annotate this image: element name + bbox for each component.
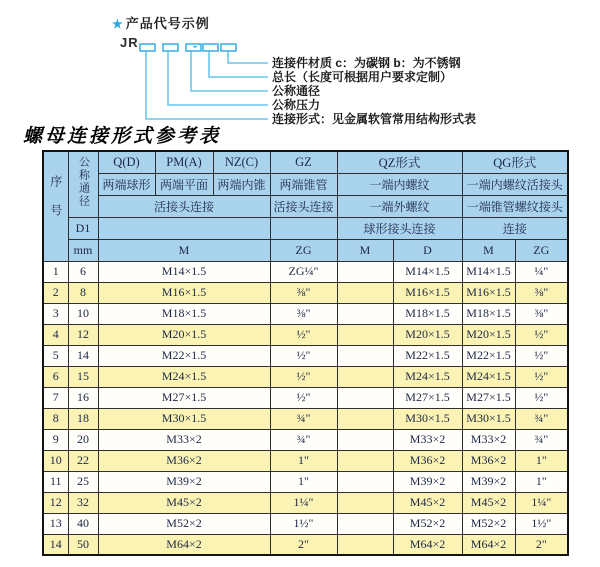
product-code-prefix: JR <box>120 35 139 50</box>
table-cell: 9 <box>43 429 68 450</box>
table-cell: ½" <box>270 345 337 366</box>
end-type-cell: 一端内螺纹活接头 <box>462 173 568 195</box>
table-cell: M22×1.5 <box>462 345 515 366</box>
table-cell: 6 <box>43 366 68 387</box>
table-cell: M24×1.5 <box>98 366 270 387</box>
table-row <box>43 282 568 303</box>
table-cell: 5 <box>43 345 68 366</box>
star-icon: ★ <box>112 17 124 31</box>
table-cell: M24×1.5 <box>393 366 462 387</box>
table-cell: ⅜" <box>270 303 337 324</box>
table-cell: ⅜" <box>515 303 568 324</box>
table-cell: M20×1.5 <box>98 324 270 345</box>
joint-type-cell: 活接头连接 <box>270 195 337 217</box>
table-cell: M14×1.5 <box>462 261 515 282</box>
col-header-qz: QZ形式 <box>337 151 462 173</box>
table-cell <box>337 303 393 324</box>
joint-type-cell: 活接头连接 <box>98 195 270 217</box>
table-cell: 25 <box>68 471 98 492</box>
table-cell: ¼" <box>515 261 568 282</box>
table-row <box>43 513 568 534</box>
col-header-nzc: NZ(C) <box>213 151 270 173</box>
diagram-label-length: 总长（长度可根据用户要求定制） <box>272 70 453 84</box>
diagram-heading-text: 产品代号示例 <box>125 16 210 31</box>
end-type-cell: 两端锥管 <box>270 173 337 195</box>
table-cell: M36×2 <box>98 450 270 471</box>
table-row <box>43 429 568 450</box>
table-cell: M27×1.5 <box>393 387 462 408</box>
header-row-groups <box>43 151 568 173</box>
connector-line <box>146 51 268 119</box>
connector-line <box>228 51 268 63</box>
table-cell: M39×2 <box>393 471 462 492</box>
table-cell: M52×2 <box>393 513 462 534</box>
table-cell: 1" <box>270 471 337 492</box>
table-cell: M22×1.5 <box>393 345 462 366</box>
table-cell: M27×1.5 <box>98 387 270 408</box>
table-cell: 14 <box>43 534 68 555</box>
diagram-label-pressure: 公称压力 <box>272 98 321 112</box>
table-cell: ¾" <box>515 408 568 429</box>
table-cell <box>337 450 393 471</box>
unit-cell: ZG <box>270 239 337 261</box>
table-cell: M64×2 <box>393 534 462 555</box>
table-cell: M45×2 <box>98 492 270 513</box>
table-cell: 2" <box>515 534 568 555</box>
table-cell: 14 <box>68 345 98 366</box>
header-row-units <box>43 239 568 261</box>
code-box <box>163 44 178 51</box>
col-header-seq: 序号 <box>43 151 68 261</box>
table-cell: M18×1.5 <box>393 303 462 324</box>
table-cell: M16×1.5 <box>393 282 462 303</box>
table-cell: M39×2 <box>462 471 515 492</box>
col-header-gz: GZ <box>270 151 337 173</box>
end-type-cell: 两端内锥 <box>213 173 270 195</box>
table-cell: 10 <box>68 303 98 324</box>
table-cell <box>337 324 393 345</box>
table-cell <box>337 513 393 534</box>
connector-line <box>168 51 268 105</box>
table-cell: M18×1.5 <box>462 303 515 324</box>
table-cell: ⅜" <box>270 282 337 303</box>
unit-cell: M <box>337 239 393 261</box>
table-cell <box>337 282 393 303</box>
table-cell: ½" <box>515 366 568 387</box>
diagram-label-diameter: 公称通径 <box>272 84 321 98</box>
table-cell: 1½" <box>515 513 568 534</box>
table-cell: 8 <box>43 408 68 429</box>
table-cell <box>337 471 393 492</box>
diagram-heading <box>112 13 210 32</box>
table-cell: 16 <box>68 387 98 408</box>
end-type-cell: 两端球形 <box>98 173 155 195</box>
nut-connection-reference-table <box>42 150 569 556</box>
table-cell: M45×2 <box>462 492 515 513</box>
table-cell: M52×2 <box>98 513 270 534</box>
table-cell: 1" <box>515 471 568 492</box>
table-cell: ½" <box>270 387 337 408</box>
table-cell: ¾" <box>270 429 337 450</box>
end-type-cell: 一端内螺纹 <box>337 173 462 195</box>
table-row <box>43 366 568 387</box>
table-cell: M64×2 <box>98 534 270 555</box>
table-cell: 32 <box>68 492 98 513</box>
connection-desc-cell: 球形接头连接 <box>337 217 462 239</box>
table-cell: M45×2 <box>393 492 462 513</box>
table-row <box>43 387 568 408</box>
table-row <box>43 534 568 555</box>
table-cell: 50 <box>68 534 98 555</box>
table-cell: M20×1.5 <box>393 324 462 345</box>
table-cell: M30×1.5 <box>393 408 462 429</box>
table-cell: 12 <box>68 324 98 345</box>
table-cell: 11 <box>43 471 68 492</box>
code-box <box>221 44 236 51</box>
table-cell: ZG¼" <box>270 261 337 282</box>
table-cell <box>337 345 393 366</box>
table-body <box>43 261 568 555</box>
table-cell: 22 <box>68 450 98 471</box>
col-header-qd: Q(D) <box>98 151 155 173</box>
header-row-joint-types <box>43 195 568 217</box>
table-cell: M16×1.5 <box>462 282 515 303</box>
table-row <box>43 492 568 513</box>
table-cell: 3 <box>43 303 68 324</box>
table-cell: 7 <box>43 387 68 408</box>
table-cell: ½" <box>270 324 337 345</box>
table-header <box>43 151 568 261</box>
table-row <box>43 450 568 471</box>
table-cell <box>337 534 393 555</box>
unit-cell: M <box>98 239 270 261</box>
table-cell: 15 <box>68 366 98 387</box>
unit-cell: ZG <box>515 239 568 261</box>
table-cell: M33×2 <box>462 429 515 450</box>
table-cell: ¾" <box>270 408 337 429</box>
table-cell: M14×1.5 <box>98 261 270 282</box>
table-cell: 1" <box>270 450 337 471</box>
table-cell: M39×2 <box>98 471 270 492</box>
header-row-d1 <box>43 217 568 239</box>
table-row <box>43 303 568 324</box>
d1-label-cell: D1 <box>68 217 98 239</box>
diagram-label-material: 连接件材质 c：为碳钢 b：为不锈钢 <box>272 56 461 70</box>
table-cell: M33×2 <box>98 429 270 450</box>
end-type-cell: 两端平面 <box>155 173 213 195</box>
table-row <box>43 261 568 282</box>
table-cell <box>337 387 393 408</box>
unit-cell: D <box>393 239 462 261</box>
table-cell: 2 <box>43 282 68 303</box>
connector-line <box>191 51 268 91</box>
table-cell: ½" <box>515 345 568 366</box>
table-cell: ¾" <box>515 429 568 450</box>
table-cell: M36×2 <box>462 450 515 471</box>
table-row <box>43 408 568 429</box>
table-cell: 12 <box>43 492 68 513</box>
table-cell: 4 <box>43 324 68 345</box>
connector-line <box>209 51 268 77</box>
table-cell <box>337 261 393 282</box>
header-row-end-types <box>43 173 568 195</box>
empty-header-cell <box>98 217 270 239</box>
code-dash: - <box>192 38 198 53</box>
joint-type-cell: 一端外螺纹 <box>337 195 462 217</box>
table-cell: 2" <box>270 534 337 555</box>
table-cell: M36×2 <box>393 450 462 471</box>
col-header-pma: PM(A) <box>155 151 213 173</box>
table-cell: 20 <box>68 429 98 450</box>
unit-cell: M <box>462 239 515 261</box>
page-title: 螺母连接形式参考表 <box>23 125 222 147</box>
table-cell: 1½" <box>270 513 337 534</box>
table-cell: M20×1.5 <box>462 324 515 345</box>
code-box <box>203 44 218 51</box>
table-cell: ⅜" <box>515 282 568 303</box>
empty-header-cell <box>270 217 337 239</box>
table-cell: ½" <box>270 366 337 387</box>
table-cell: 1¼" <box>515 492 568 513</box>
table-cell: M18×1.5 <box>98 303 270 324</box>
table-cell <box>337 366 393 387</box>
table-cell: M64×2 <box>462 534 515 555</box>
joint-type-cell: 一端锥管螺纹接头 <box>462 195 568 217</box>
table-cell: 40 <box>68 513 98 534</box>
table-cell: 13 <box>43 513 68 534</box>
table-cell: 1¼" <box>270 492 337 513</box>
table-cell <box>337 492 393 513</box>
unit-cell: mm <box>68 239 98 261</box>
table-cell: M52×2 <box>462 513 515 534</box>
diagram-label-connection: 连接形式：见金属软管常用结构形式表 <box>272 112 477 126</box>
table-cell: 6 <box>68 261 98 282</box>
table-cell: 1 <box>43 261 68 282</box>
table-cell: M30×1.5 <box>462 408 515 429</box>
table-cell: ½" <box>515 387 568 408</box>
table-cell: 10 <box>43 450 68 471</box>
table-cell: ½" <box>515 324 568 345</box>
table-cell: 8 <box>68 282 98 303</box>
table-cell: M30×1.5 <box>98 408 270 429</box>
table-cell: M16×1.5 <box>98 282 270 303</box>
connection-desc-cell: 连接 <box>462 217 568 239</box>
table-cell: M33×2 <box>393 429 462 450</box>
table-cell: M22×1.5 <box>98 345 270 366</box>
col-header-qg: QG形式 <box>462 151 568 173</box>
code-box <box>140 44 155 51</box>
table-cell: 18 <box>68 408 98 429</box>
table-cell: 1" <box>515 450 568 471</box>
col-header-dn: 公称通径 <box>68 151 98 217</box>
table-cell: M14×1.5 <box>393 261 462 282</box>
table-row <box>43 324 568 345</box>
table-cell <box>337 429 393 450</box>
table-row <box>43 345 568 366</box>
table-row <box>43 471 568 492</box>
table-cell: M27×1.5 <box>462 387 515 408</box>
table-cell <box>337 408 393 429</box>
table-cell: M24×1.5 <box>462 366 515 387</box>
